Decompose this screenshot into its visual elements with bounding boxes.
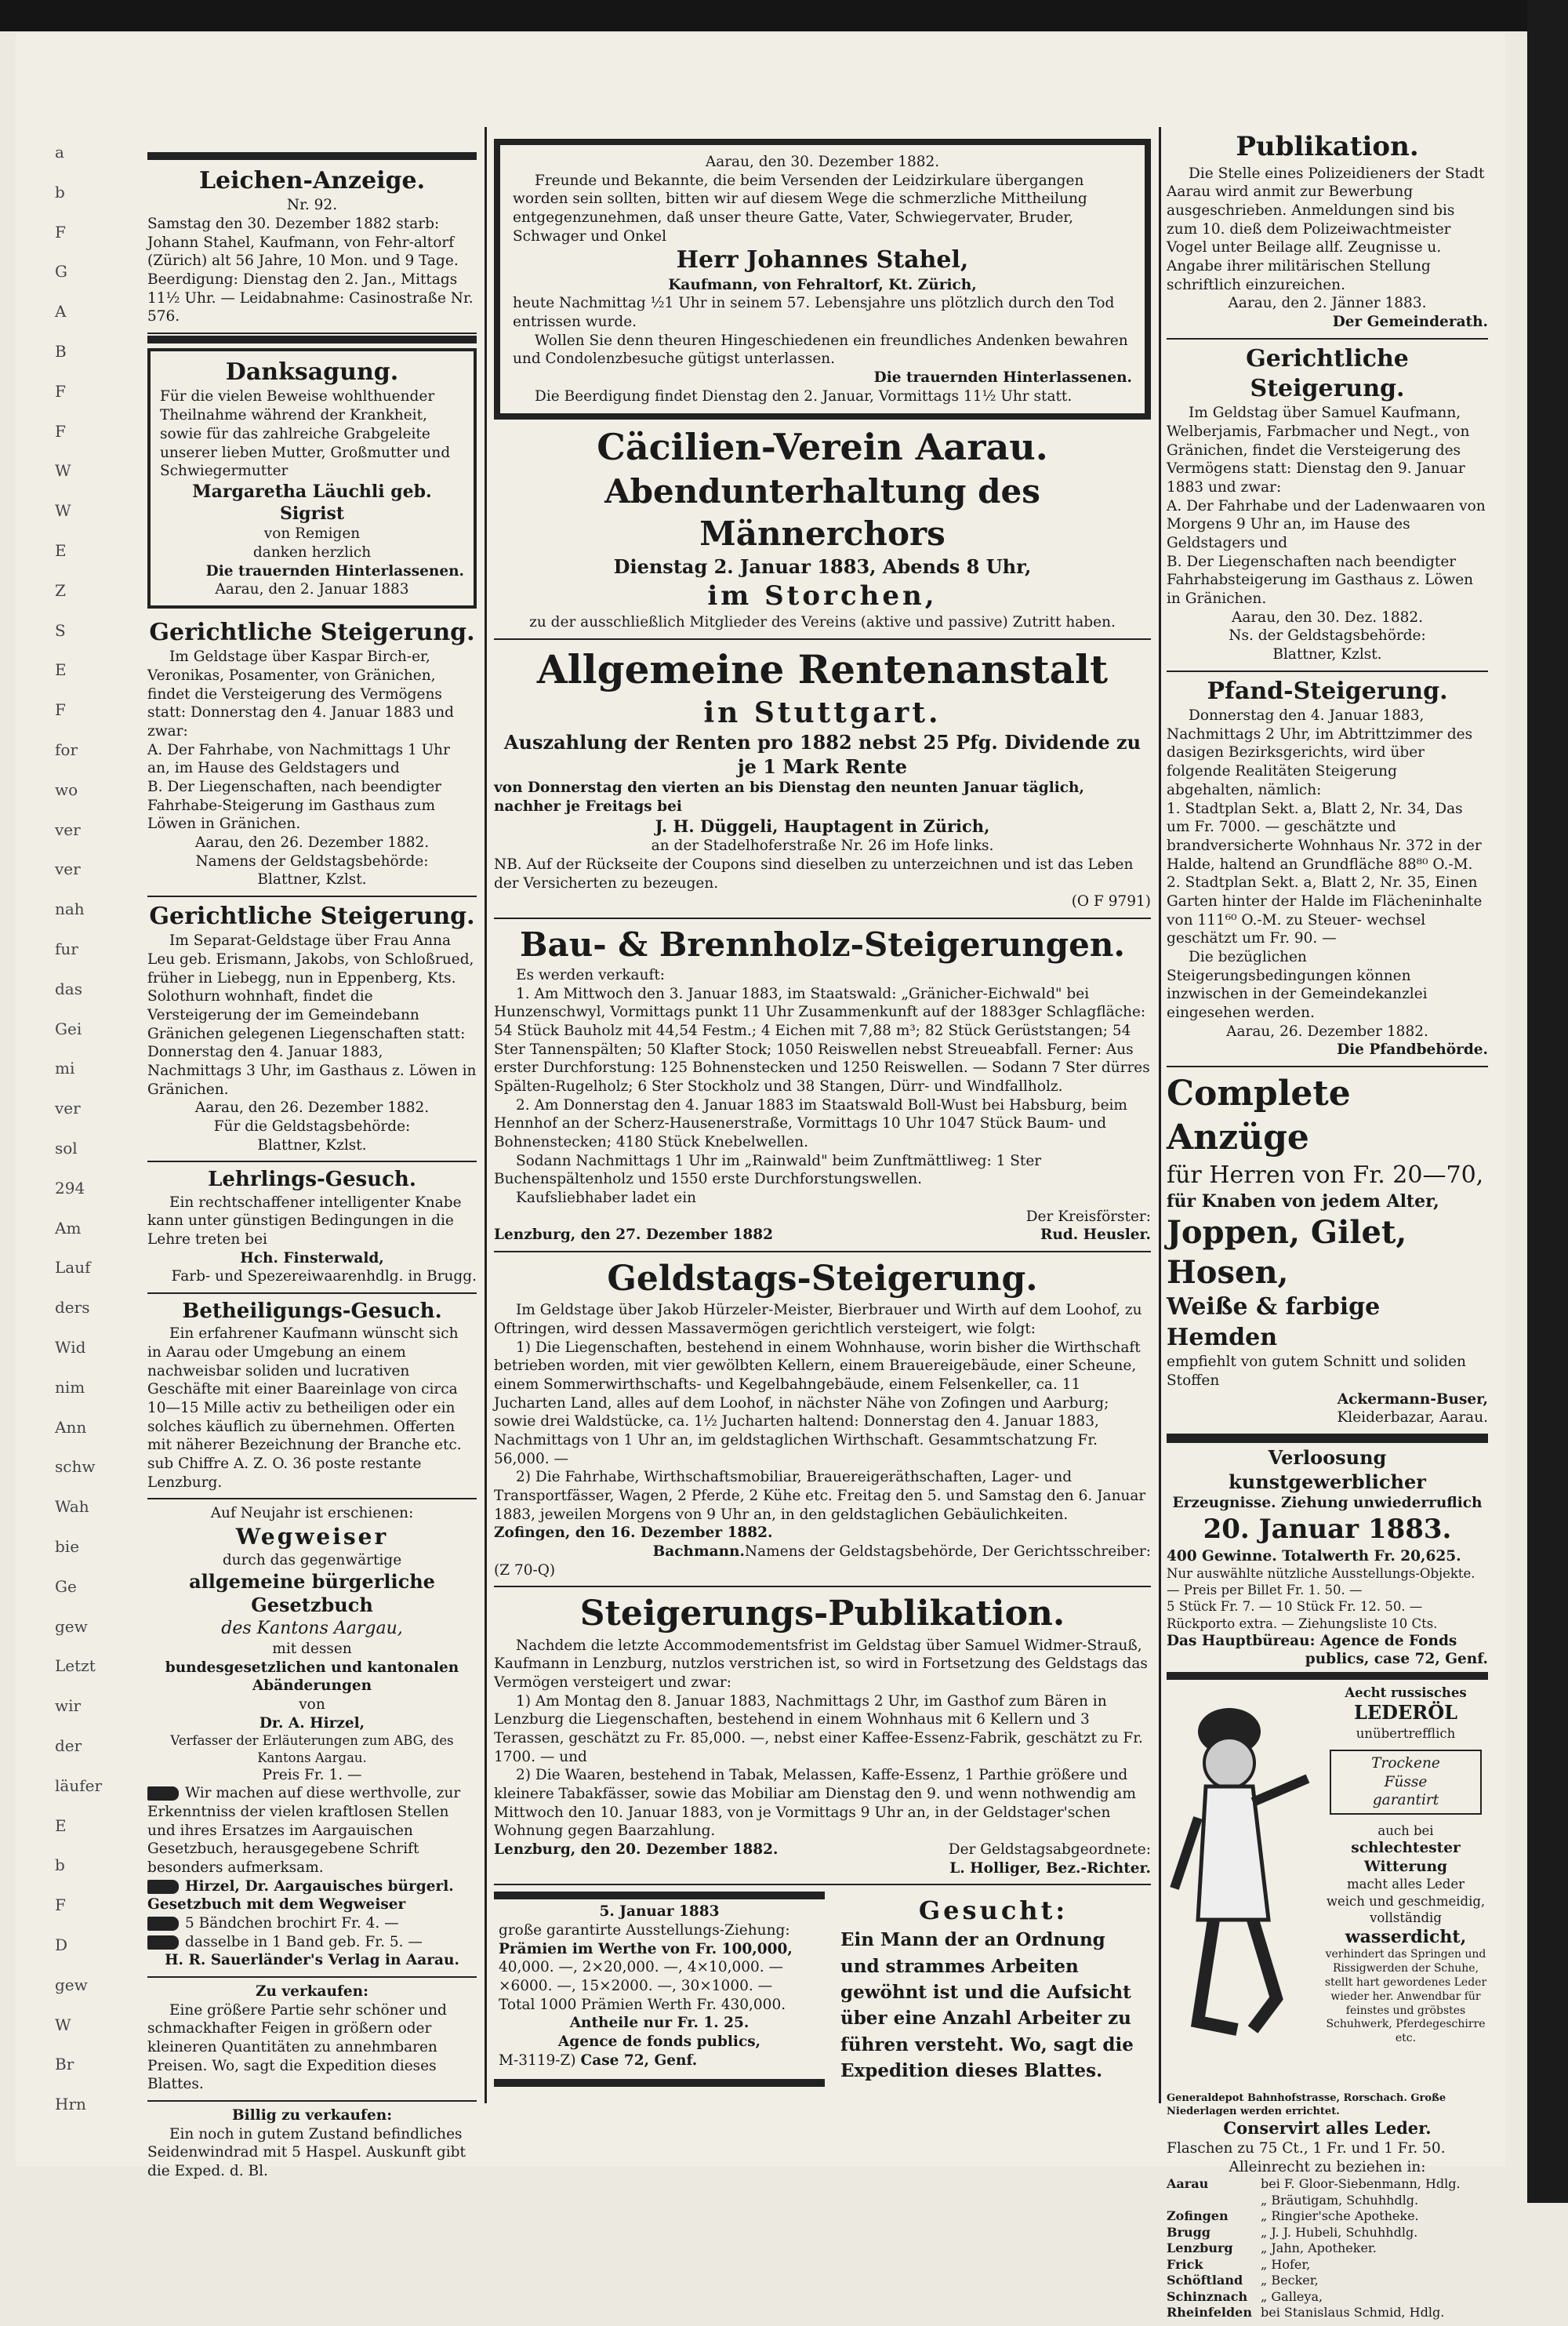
wegw-p2: Hirzel, Dr. Aargauisches bürgerl. Gesetzbuch mit dem Wegweiser xyxy=(147,1877,454,1913)
dealer-row xyxy=(1167,2176,1488,2192)
left-margin-strip xyxy=(16,33,140,2166)
wegw-l6: von xyxy=(299,1696,325,1714)
dealer-town: Brugg xyxy=(1167,2224,1210,2240)
lotterie-ad xyxy=(494,1892,825,2087)
dealer-town xyxy=(1167,2193,1261,2208)
dealer-town: Frick xyxy=(1167,2256,1203,2272)
led-d3: macht alles Leder xyxy=(1346,1877,1465,1892)
wegw-p3: 5 Bändchen brochirt Fr. 4. — xyxy=(185,1915,399,1932)
margin-fragment: Letzt xyxy=(55,1656,96,1676)
pointing-hand-icon xyxy=(147,1786,179,1801)
renten-agent: J. H. Düggeli, Hauptagent in Zürich, xyxy=(655,816,990,836)
margin-fragment: wir xyxy=(55,1696,82,1716)
margin-fragment: mi xyxy=(55,1059,75,1078)
column-1 xyxy=(147,151,477,2187)
margin-fragment: schw xyxy=(55,1457,96,1477)
verk1-title: Zu verkaufen: xyxy=(256,1983,368,2001)
wegweiser-ad xyxy=(147,1499,477,1978)
dank-danken: danken herzlich xyxy=(252,543,372,561)
margin-fragment: Wid xyxy=(55,1338,86,1357)
bubble-2: Füsse xyxy=(1384,1773,1428,1790)
bet-text: Ein erfahrener Kaufmann wünscht sich in Aarau oder Umgebung an einem nachweisbar soliden und lucrativen Geschäfte mit einer Baareinlage von circa 10—15 Mille activ zu betheiligen oder ein solches käuflich zu übernehmen. Offerten mit näherer Bezeichnung der Branche etc. sub Chiffre A. Z. O. 36 poste restante Lenzburg. xyxy=(147,1325,462,1491)
anz-sign: Ackermann-Buser, xyxy=(1337,1390,1488,1408)
margin-fragment: nah xyxy=(55,900,85,919)
lot-l2: Prämien im Werthe von Fr. 100,000, xyxy=(499,1940,793,1957)
led-d1: auch bei xyxy=(1377,1823,1434,1838)
margin-fragment: der xyxy=(55,1736,82,1755)
wegw-price: Preis Fr. 1. — xyxy=(262,1766,362,1783)
led-price: Flaschen zu 75 Ct., 1 Fr. und 1 Fr. 50. xyxy=(1167,2140,1446,2157)
margin-fragment: S xyxy=(55,620,66,640)
bau-p1: 1. Am Mittwoch den 3. Januar 1883, im Staatswald: „Gränicher-Eichwald" bei Hunzenschwyl, Vormittags punkt 11 Uhr Zusammenkunft auf der 1883ger Schlagfläche: 54 Stück Bauholz mit 44,54 Festm.; 4 Eichen mit 7,88 m³; 82 Stück Gerüststangen; 54 Ster Tannenspälten; 50 Klafter Stock; 1050 Reiswellen nebst Streueabfall. Ferner: Aus erster Durchforstung: 125 Bohnenstecken und 1250 Reiswellen. — Sodann 7 Ster dürres Spälten-Rugelholz; 6 Ster Stockholz und 38 Stangen, Dürr- und Windfallholz. xyxy=(494,985,1150,1095)
caec-note: zu der ausschließlich Mitglieder des Vereins (aktive und passive) Zutritt haben. xyxy=(529,614,1116,631)
leichen-nr: Nr. 92. xyxy=(286,197,338,214)
rentenanstalt xyxy=(494,640,1151,919)
newspaper-page xyxy=(16,33,1505,2321)
led-d8: Conservirt alles Leder. xyxy=(1223,2118,1432,2139)
caec-where: im Storchen, xyxy=(707,580,938,612)
margin-fragment: E xyxy=(55,541,67,560)
led-t3: unübertrefflich xyxy=(1356,1725,1456,1741)
caec-sub: Abendunterhaltung des Männerchors xyxy=(604,472,1040,554)
lot-l8: Case 72, Genf. xyxy=(580,2052,698,2069)
bau-p4: Kaufsliebhaber ladet ein xyxy=(516,1189,697,1206)
steig3-title: Gerichtliche Steigerung. xyxy=(1246,344,1409,402)
margin-fragment: b xyxy=(55,1855,65,1875)
steigerung-3 xyxy=(1167,340,1488,672)
column-2 xyxy=(494,139,1151,2087)
wegw-title: Wegweiser xyxy=(235,1524,389,1550)
dealer-row xyxy=(1167,2305,1488,2321)
renten-code: (O F 9791) xyxy=(1071,893,1151,910)
geld-place: Zofingen, den 16. Dezember 1882. xyxy=(494,1525,773,1542)
column-rule-1 xyxy=(485,127,487,2103)
wegw-l2: allgemeine bürgerliche Gesetzbuch xyxy=(189,1569,435,1617)
led-side: Generaldepot Bahnhofstrasse, Rorschach. Große Niederlagen werden errichtet. xyxy=(1167,2092,1446,2117)
dealer-name: „ Galleya, xyxy=(1261,2288,1323,2304)
dealer-town: Zofingen xyxy=(1167,2208,1229,2224)
anz-l1: für Herren von Fr. 20—70, xyxy=(1167,1161,1484,1189)
steig1-title: Gerichtliche Steigerung. xyxy=(149,618,475,646)
gesucht-title: Gesucht: xyxy=(918,1895,1069,1926)
dealer-row xyxy=(1167,2225,1488,2241)
caec-when: Dienstag 2. Januar 1883, Abends 8 Uhr, xyxy=(613,554,1032,578)
wegw-p1: Wir machen auf diese werthvolle, zur Erkenntniss der vielen kraftlosen Stellen und ihres Ersatzes im Aargauischen Gesetzbuch, herausgegebene Schrift besonders aufmerksam. xyxy=(147,1785,461,1877)
man-illustration-icon xyxy=(1167,1685,1323,2092)
margin-fragment: Ann xyxy=(55,1417,87,1437)
pub-text: Die Stelle eines Polizeidieners der Stadt Aarau wird anmit zur Bewerbung ausgeschrieben. Anmeldungen sind bis zum 10. dieß dem Polizeiwachtmeister Vogel unter Beilage allf. Zeugnisse u. Angabe ihrer militärischen Stellung schriftlich einzureichen. xyxy=(1167,165,1485,293)
verl-l7: Das Hauptbüreau: Agence de Fonds xyxy=(1167,1632,1457,1649)
column-3 xyxy=(1167,125,1488,2326)
bubble-1: Trockene xyxy=(1371,1754,1440,1772)
steig1-a: A. Der Fahrhabe, von Nachmittags 1 Uhr an, im Hause des Geldstagers und xyxy=(147,741,450,777)
steig2-namens: Für die Geldstagsbehörde: xyxy=(213,1118,411,1136)
dealer-name: „ Becker, xyxy=(1261,2273,1319,2288)
margin-fragment: E xyxy=(55,1815,67,1835)
steigerungs-publikation xyxy=(494,1587,1151,1885)
margin-fragment: gew xyxy=(55,1975,88,1994)
margin-fragment: Lauf xyxy=(55,1258,91,1277)
trauer-sign: Die trauernden Hinterlassenen. xyxy=(873,369,1132,387)
caec-title: Cäcilien-Verein Aarau. xyxy=(597,426,1048,469)
margin-fragment: F xyxy=(55,1895,66,1915)
margin-fragment: Wah xyxy=(55,1497,89,1517)
wegw-author: Dr. A. Hirzel, xyxy=(259,1714,365,1732)
bau-title: Bau- & Brennholz-Steigerungen. xyxy=(520,925,1125,965)
dealer-name: bei Stanislaus Schmid, Hdlg. xyxy=(1261,2305,1445,2321)
verl-l2: Erzeugnisse. Ziehung unwiederruflich xyxy=(1172,1495,1483,1512)
pub-sign: Der Gemeinderath. xyxy=(1332,313,1488,330)
steig2-sign: Blattner, Kzlst. xyxy=(257,1136,367,1154)
anz-sub: Kleiderbazar, Aarau. xyxy=(1337,1409,1488,1426)
lot-l5: Total 1000 Prämien Werth Fr. 430,000. xyxy=(499,1996,786,2013)
steig3-date: Aarau, den 30. Dez. 1882. xyxy=(1231,609,1424,626)
leichen-text: Samstag den 30. Dezember 1882 starb: Johann Stahel, Kaufmann, von Fehr-altorf (Zürich) alt 56 Jahre, 10 Mon. und 9 Tage. xyxy=(147,216,459,270)
margin-fragment: Hrn xyxy=(55,2095,86,2114)
lehr-name: Hch. Finsterwald, xyxy=(240,1249,384,1267)
anz-l2: für Knaben von jedem Alter, xyxy=(1167,1190,1439,1212)
geld-text: Im Geldstage über Jakob Hürzeler-Meister, Bierbrauer und Wirth auf dem Loohof, zu Oftringen, wird dessen Massavermögen gerichtlich versteigert, wie folgt: xyxy=(494,1302,1142,1337)
renten-sub: in Stuttgart. xyxy=(703,696,942,729)
anzuege-ad xyxy=(1167,1067,1488,1435)
dealer-town: Rheinfelden xyxy=(1167,2305,1252,2321)
margin-fragment: ver xyxy=(55,820,81,839)
margin-fragment: b xyxy=(55,182,65,202)
bau-intro: Es werden verkauft: xyxy=(516,966,666,983)
pfand-date: Aarau, 26. Dezember 1882. xyxy=(1226,1023,1428,1040)
bau-brennholz xyxy=(494,919,1151,1252)
dealer-name: „ Bräutigam, Schuhhdlg. xyxy=(1261,2192,1419,2208)
verk1-text: Eine größere Partie sehr schöner und schmackhafter Feigen in größern oder kleineren Quantitäten zu annehmbaren Preisen. Wo, sagt die Expedition dieses Blattes. xyxy=(147,2001,447,2093)
dealer-town: Lenzburg xyxy=(1167,2241,1233,2256)
margin-fragment: bie xyxy=(55,1537,80,1556)
zu-verkaufen-2 xyxy=(147,2102,477,2187)
margin-fragment: F xyxy=(55,700,66,720)
leichen-title: Leichen-Anzeige. xyxy=(198,167,426,194)
wegw-pub: H. R. Sauerländer's Verlag in Aarau. xyxy=(165,1952,459,1969)
margin-fragment: W xyxy=(55,501,71,521)
gesucht-ad xyxy=(836,1892,1151,2087)
dealer-name: „ J. J. Hubeli, Schuhhdlg. xyxy=(1261,2224,1418,2240)
dealer-name: „ Hofer, xyxy=(1261,2256,1311,2272)
geldstags-steigerung xyxy=(494,1252,1151,1587)
margin-fragment: 294 xyxy=(55,1178,85,1198)
margin-fragment: ver xyxy=(55,860,81,879)
lot-l3: 40,000. —, 2×20,000. —, 4×10,000. — xyxy=(499,1959,784,1976)
wegw-l1: durch das gegenwärtige xyxy=(222,1551,402,1568)
rule xyxy=(147,336,477,343)
dealer-town: Aarau xyxy=(1167,2176,1209,2192)
steigpub-role: Der Geldstagsabgeordnete: xyxy=(948,1841,1151,1859)
steigpub-sign: L. Holliger, Bez.-Richter. xyxy=(949,1859,1151,1877)
scan-border-right xyxy=(1527,0,1568,2203)
lot-date: 5. Januar 1883 xyxy=(599,1903,720,1921)
dealer-list xyxy=(1167,2176,1488,2321)
publikation xyxy=(1167,125,1488,340)
margin-fragment: F xyxy=(55,222,66,242)
verl-l1: Verloosung kunstgewerblicher xyxy=(1229,1445,1426,1493)
wegw-l4: mit dessen xyxy=(272,1641,352,1658)
anz-title: Complete Anzüge xyxy=(1167,1073,1351,1158)
verl-date: 20. Januar 1883. xyxy=(1203,1514,1452,1546)
pfand-sign: Die Pfandbehörde. xyxy=(1337,1041,1488,1059)
led-d6: wasserdicht, xyxy=(1345,1926,1467,1947)
margin-fragment: Br xyxy=(55,2055,74,2074)
scan-border-top xyxy=(0,0,1568,31)
dealer-name: bei F. Gloor-Siebenmann, Hdlg. xyxy=(1261,2176,1461,2192)
steigpub-place: Lenzburg, den 20. Dezember 1882. xyxy=(494,1841,779,1859)
verl-l6: Rückporto extra. — Ziehungsliste 10 Cts. xyxy=(1167,1615,1438,1631)
margin-fragment: fur xyxy=(55,939,78,958)
steig1-text: Im Geldstage über Kaspar Birch-er, Veronikas, Posamenter, von Gränichen, findet die Versteigerung des Vermögens statt: Donnerstag den 4. Januar 1883 und zwar: xyxy=(147,649,454,740)
margin-fragment: sol xyxy=(55,1139,78,1158)
caecilien-verein xyxy=(494,420,1151,639)
pub-title: Publikation. xyxy=(1236,131,1419,162)
renten-addr: an der Stadelhoferstraße Nr. 26 im Hofe links. xyxy=(651,838,994,855)
margin-fragment: E xyxy=(55,660,67,680)
margin-fragment: Z xyxy=(55,580,66,600)
lehr-text: Ein rechtschaffener intelligenter Knabe kann unter günstigen Bedingungen in die Lehre treten bei xyxy=(147,1194,462,1248)
margin-fragment: for xyxy=(55,740,78,759)
anz-l4: Weiße & farbige Hemden xyxy=(1167,1293,1381,1351)
trauer-role: Kaufmann, von Fehraltorf, Kt. Zürich, xyxy=(668,276,977,293)
dealer-town: Schinznach xyxy=(1167,2288,1248,2304)
danksagung-box xyxy=(147,348,477,609)
renten-l2: von Donnerstag den vierten an bis Dienstag den neunten Januar täglich, nachher je Freitags bei xyxy=(494,780,1084,815)
dealer-row xyxy=(1167,2257,1488,2273)
dank-sign: Die trauernden Hinterlassenen. xyxy=(205,562,464,580)
anz-l5: empfiehlt von gutem Schnitt und soliden Stoffen xyxy=(1167,1354,1466,1389)
steigpub-title: Steigerungs-Publikation. xyxy=(579,1594,1065,1634)
pointing-hand-icon xyxy=(147,1935,179,1950)
dank-text: Für die vielen Beweise wohlthuender Theilnahme während der Krankheit, sowie für das zahlreiche Grabgeleite unserer lieben Mutter, Großmutter und Schwiegermutter xyxy=(160,388,451,480)
geld-title: Geldstags-Steigerung. xyxy=(607,1258,1038,1299)
pointing-hand-icon xyxy=(147,1880,179,1894)
margin-fragment: gew xyxy=(55,1616,88,1636)
bau-p2: 2. Am Donnerstag den 4. Januar 1883 im Staatswald Boll-Wust bei Habsburg, beim Hennhof an der Scherz-Hausenerstraße, Vormittags 10 Uhr 1047 Stück Baum- und Bohnenstecken; 4180 Stück Knebelwellen. xyxy=(494,1096,1127,1150)
bau-p3: Sodann Nachmittags 1 Uhr im „Rainwald" beim Zunftmättliweg: 1 Ster Buchenspältenholz und 1550 erste Durchforstungswellen. xyxy=(494,1152,1042,1188)
pfand-p3: Die bezüglichen Steigerungsbedingungen können inzwischen in der Gemeindekanzlei eingesehen werden. xyxy=(1167,948,1428,1021)
led-d2: schlechtester Witterung xyxy=(1351,1840,1461,1875)
renten-title: Allgemeine Rentenanstalt xyxy=(536,645,1109,692)
margin-fragment: G xyxy=(55,262,67,282)
led-t1: Aecht russisches xyxy=(1345,1685,1467,1700)
geld-role: Namens der Geldstagsbehörde, Der Gerichtsschreiber: xyxy=(744,1543,1151,1561)
led-d5: vollständig xyxy=(1370,1910,1442,1925)
dealer-row xyxy=(1167,2273,1488,2288)
man-with-boots-illustration xyxy=(1167,1685,1323,2092)
wegw-role: Verfasser der Erläuterungen zum ABG, des Kantons Aargau. xyxy=(170,1733,454,1765)
margin-fragment: Ge xyxy=(55,1576,77,1596)
pfand-steigerung xyxy=(1167,672,1488,1067)
bubble-3: garantirt xyxy=(1372,1792,1439,1809)
margin-fragment: A xyxy=(55,302,67,322)
lehrlings-gesuch xyxy=(147,1162,477,1294)
gesucht-text: Ein Mann der an Ordnung und strammes Arbeiten gewöhnt ist und die Aufsicht über eine Anzahl Arbeiter zu führen versteht. Wo, sagt die Expedition dieses Blattes. xyxy=(840,1929,1134,2082)
steig1-sign: Blattner, Kzlst. xyxy=(257,871,367,889)
margin-fragment: a xyxy=(55,143,64,162)
margin-fragment: W xyxy=(55,461,71,481)
steig3-b: B. Der Liegenschaften nach beendigter Fahrhabsteigerung im Gasthaus z. Löwen in Gränichen. xyxy=(1167,553,1474,608)
geld-p1: 1) Die Liegenschaften, bestehend in einem Wohnhause, worin bisher die Wirthschaft betrieben worden, mit vier gewölbten Kellern, einem Brauereigebäude, einer Scheune, einem Sommerwirthschafts- und Kegelbahngebäude, einem Felsenkeller, ca. 11 Jucharten Land, alles auf dem Loohof, in nächster Nähe von Zofingen und Aarburg; sowie drei Waldstücke, ca. 1½ Jucharten haltend: Donnerstag den 4. Januar 1883, Nachmittags von 1 Uhr an, im geldstaglichen Wirthschaft. Gesammtschatzung Fr. 56,000. — xyxy=(494,1339,1141,1467)
steig2-title: Gerichtliche Steigerung. xyxy=(149,902,475,930)
steigerung-1 xyxy=(147,613,477,897)
trauer-text: Freunde und Bekannte, die beim Versenden der Leidzirkulare übergangen worden sein sollten, bitten wir auf diesem Wege die schmerzliche Mittheilung entgegenzunehmen, daß unser theure Gatte, Vater, Schwiegervater, Bruder, Schwager und Onkel xyxy=(513,172,1087,245)
led-t2: LEDERÖL xyxy=(1354,1701,1457,1725)
lot-l4: ×6000. —, 15×2000. —, 30×1000. — xyxy=(499,1978,773,1995)
steig3-sign: Blattner, Kzlst. xyxy=(1272,646,1382,663)
trauer-anzeige-box xyxy=(494,139,1151,420)
margin-fragment: läufer xyxy=(55,1775,102,1795)
trauer-text2: heute Nachmittag ½1 Uhr in seinem 57. Lebensjahre uns plötzlich durch den Tod entrissen wurde. xyxy=(513,295,1115,331)
geld-p2: 2) Die Fahrhabe, Wirthschaftsmobiliar, Brauereigeräthschaften, Lager- und Transportfässer, Wagen, 2 Pferde, 2 Kühe etc. Freitag den 5. und Samstag den 6. Januar 1883, jeweilen Morgens von 9 Uhr an, in den geldstaglichen Gebäulichkeiten. xyxy=(494,1469,1146,1523)
margin-fragment: ders xyxy=(55,1298,90,1317)
steig1-namens: Namens der Geldstagsbehörde: xyxy=(195,852,429,870)
dank-date: Aarau, den 2. Januar 1883 xyxy=(215,581,409,598)
pfand-title: Pfand-Steigerung. xyxy=(1207,677,1448,705)
margin-fragment: wo xyxy=(55,780,78,799)
margin-fragment: Gei xyxy=(55,1019,82,1038)
pfand-p2: 2. Stadtplan Sekt. a, Blatt 2, Nr. 35, Einen Garten hinter der Halde im Flächeninhalte von 111⁶⁰ O.-M. zu Steuer- wechsel geschätzt um Fr. 90. — xyxy=(1167,874,1483,947)
bau-role: Der Kreisförster: xyxy=(1025,1208,1151,1225)
lot-l1: große garantirte Ausstellungs-Ziehung: xyxy=(499,1922,790,1939)
verl-l5: 5 Stück Fr. 7. — 10 Stück Fr. 12. 50. — xyxy=(1167,1599,1423,1615)
steigerung-2 xyxy=(147,897,477,1162)
dank-ort: von Remigen xyxy=(263,525,361,543)
steig2-date: Aarau, den 26. Dezember 1882. xyxy=(194,1099,430,1117)
margin-fragment: B xyxy=(55,342,67,361)
steig1-b: B. Der Liegenschaften, nach beendigter Fahrhabe-Steigerung im Gasthaus zum Löwen in Gränichen. xyxy=(147,778,442,833)
trauer-name: Herr Johannes Stahel, xyxy=(676,246,969,274)
wegw-intro: Auf Neujahr ist erschienen: xyxy=(210,1505,414,1522)
margin-fragment: ver xyxy=(55,1099,81,1118)
dealer-row xyxy=(1167,2289,1488,2305)
dealer-name: „ Jahn, Apotheker. xyxy=(1261,2241,1377,2256)
steig3-text: Im Geldstag über Samuel Kaufmann, Welberjamis, Farbmacher und Negt., von Gränichen, findet die Versteigerung des Vermögens statt: Dienstag den 9. Januar 1883 und zwar: xyxy=(1167,405,1470,496)
verl-l8: publics, case 72, Genf. xyxy=(1305,1651,1488,1668)
renten-nb: NB. Auf der Rückseite der Coupons sind dieselben zu unterzeichnen und ist das Leben der Versicherten zu bezeugen. xyxy=(494,856,1134,892)
dealer-row xyxy=(1167,2241,1488,2256)
lehr-firm: Farb- und Spezereiwaarenhdlg. in Brugg. xyxy=(171,1268,477,1285)
trauer-text3: Wollen Sie denn theuren Hingeschiedenen ein freundliches Andenken bewahren und Condolenzbesuche gütigst unterlassen. xyxy=(513,332,1128,368)
speech-bubble xyxy=(1330,1750,1482,1815)
verloosung-ad xyxy=(1167,1435,1488,1672)
leichen-beerdigung: Beerdigung: Dienstag den 2. Jan., Mittags 11½ Uhr. — Leidabnahme: Casinostraße Nr. 576. xyxy=(147,271,474,325)
rule xyxy=(147,152,477,160)
lot-l6: Antheile nur Fr. 1. 25. xyxy=(569,2015,750,2032)
bau-sign: Rud. Heusler. xyxy=(1040,1227,1151,1244)
pub-date: Aarau, den 2. Jänner 1883. xyxy=(1228,295,1427,312)
lot-code: M-3119-Z) xyxy=(499,2052,576,2069)
dank-name: Margaretha Läuchli geb. Sigrist xyxy=(192,481,432,524)
margin-fragment: F xyxy=(55,381,66,401)
led-d7: verhindert das Springen und Rissigwerden der Schuhe, stellt hart gewordenes Leder wieder her. Anwendbar für feinstes und gröbstes Schuhwerk, Pferdegeschirre etc. xyxy=(1324,1947,1487,2045)
margin-fragment: Am xyxy=(55,1218,82,1238)
steig3-a: A. Der Fahrhabe und der Ladenwaaren von Morgens 9 Uhr an, im Hause des Geldstagers und xyxy=(1167,497,1486,552)
pfand-p1: 1. Stadtplan Sekt. a, Blatt 2, Nr. 34, Das um Fr. 7000. — geschätzte und brandversicherte Wohnhaus Nr. 372 in der Halde, haltend an Grundfläche 88⁸⁰ O.-M. xyxy=(1167,800,1482,873)
wegw-p4: dasselbe in 1 Band geb. Fr. 5. — xyxy=(185,1933,423,1950)
trauer-date: Aarau, den 30. Dezember 1882. xyxy=(705,154,940,170)
betheiligungs-gesuch xyxy=(147,1294,477,1499)
dealer-row xyxy=(1167,2208,1488,2224)
trauer-beerd: Die Beerdigung findet Dienstag den 2. Januar, Vormittags 11½ Uhr statt. xyxy=(535,387,1073,405)
lot-l7: Agence de fonds publics, xyxy=(557,2033,761,2051)
leichen-anzeige xyxy=(147,162,477,334)
verk2-text: Ein noch in gutem Zustand befindliches Seidenwindrad mit 5 Haspel. Auskunft gibt die Exped. d. Bl. xyxy=(147,2125,466,2180)
wegw-l5: bundesgesetzlichen und kantonalen Abänderungen xyxy=(165,1659,459,1695)
zu-verkaufen-1 xyxy=(147,1978,477,2102)
dealer-row xyxy=(1167,2193,1488,2208)
column-rule-2 xyxy=(1159,127,1161,2103)
verl-l4: Nur auswählte nützliche Ausstellungs-Objekte. — Preis per Billet Fr. 1. 50. — xyxy=(1167,1566,1475,1598)
bau-place: Lenzburg, den 27. Dezember 1882 xyxy=(494,1227,773,1244)
margin-fragment: W xyxy=(55,2015,71,2034)
steig1-date: Aarau, den 26. Dezember 1882. xyxy=(194,834,430,851)
led-d4: weich und geschmeidig, xyxy=(1326,1893,1486,1909)
dealer-name: „ Ringier'sche Apotheke. xyxy=(1261,2208,1419,2224)
led-allein: Alleinrecht zu beziehen in: xyxy=(1229,2158,1426,2175)
wegw-l3: des Kantons Aargau, xyxy=(221,1618,403,1638)
geld-code: (Z 70-Q) xyxy=(494,1561,556,1579)
verk2-title: Billig zu verkaufen: xyxy=(231,2107,393,2124)
steig2-text: Im Separat-Geldstage über Frau Anna Leu geb. Erismann, Jakobs, von Schloßrued, früher in Liebegg, nun in Eppenberg, Kts. Solothurn wohnhaft, findet die Versteigerung der im Gemeindebann Gränichen gelegenen Liegenschaften statt: Donnerstag den 4. Januar 1883, Nachmittags 3 Uhr, im Gasthaus z. Löwen in Gränichen. xyxy=(147,932,477,1098)
steig3-namens: Ns. der Geldstagsbehörde: xyxy=(1229,627,1426,645)
pfand-text: Donnerstag den 4. Januar 1883, Nachmittags 2 Uhr, im Abtrittzimmer des dasigen Bezirksgerichts, wird über folgende Realitäten Steigerung abgehalten, nämlich: xyxy=(1167,707,1473,798)
pointing-hand-icon xyxy=(147,1917,179,1931)
margin-fragment: D xyxy=(55,1935,68,1954)
bottom-row xyxy=(494,1892,1151,2087)
margin-fragment: das xyxy=(55,979,82,998)
steigpub-p2: 2) Die Waaren, bestehend in Tabak, Melassen, Kaffe-Essenz, 1 Parthie größere und kleinere Tabakfässer, sowie das Mobiliar am Dienstag den 9. und wenn nothwendig am Mittwoch den 10. Januar 1883, von je Vormittags 9 Uhr an, in der Geldstager'schen Wohnung gegen Baarzahlung. xyxy=(494,1767,1136,1840)
dealer-town: Schöftland xyxy=(1167,2273,1243,2288)
steigpub-p1: 1) Am Montag den 8. Januar 1883, Nachmittags 2 Uhr, im Gasthof zum Bären in Lenzburg die Liegenschaften, bestehend in einem Wohnhaus mit 6 Kellern und 3 Terassen, geschätzt zu Fr. 85,000. —, nebst einer Kaffee-Essenz-Fabrik, geschätzt zu Fr. 1700. — und xyxy=(494,1692,1143,1765)
anz-l3: Joppen, Gilet, Hosen, xyxy=(1167,1214,1407,1292)
bet-title: Betheiligungs-Gesuch. xyxy=(182,1299,442,1324)
lehr-title: Lehrlings-Gesuch. xyxy=(208,1168,416,1192)
margin-fragment: F xyxy=(55,421,66,441)
verl-l3: 400 Gewinne. Totalwerth Fr. 20,625. xyxy=(1167,1547,1461,1565)
lederoel-ad xyxy=(1167,1672,1488,2326)
geld-sign: Bachmann. xyxy=(652,1543,745,1561)
steigpub-text: Nachdem die letzte Accommodementsfrist im Geldstag über Samuel Widmer-Strauß, Kaufmann in Lenzburg, nutzlos verstrichen ist, so wird in Fortsetzung des Geldstags das Vermögen versteigert und zwar: xyxy=(494,1637,1148,1692)
renten-l1: Auszahlung der Renten pro 1882 nebst 25 Pfg. Dividende zu je 1 Mark Rente xyxy=(503,730,1142,778)
dank-title: Danksagung. xyxy=(225,358,399,387)
margin-fragment: nim xyxy=(55,1377,85,1397)
